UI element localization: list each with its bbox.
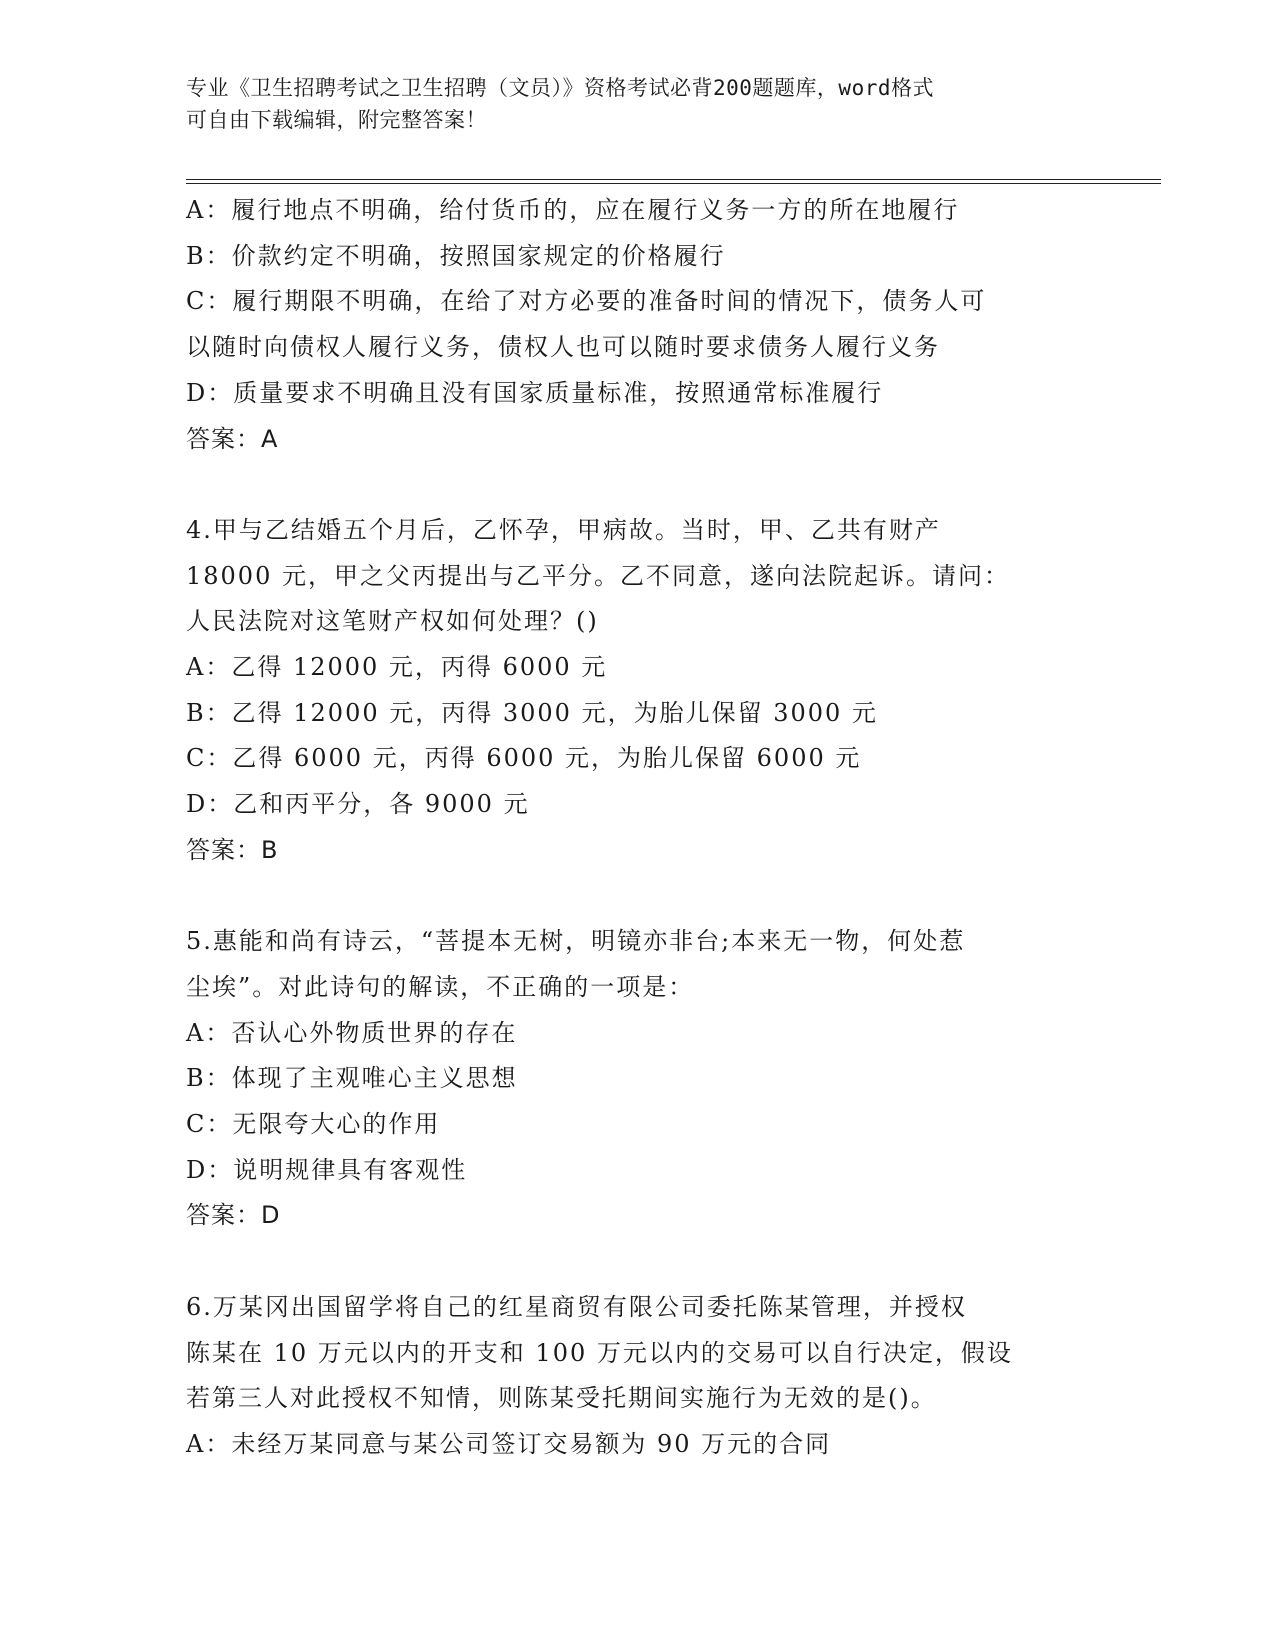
q4-option-b: B：乙得 12000 元，丙得 3000 元，为胎儿保留 3000 元 — [186, 698, 878, 727]
q5-option-c: C：无限夸大心的作用 — [186, 1110, 441, 1139]
q3-option-d: D：质量要求不明确且没有国家质量标准，按照通常标准履行 — [186, 378, 884, 407]
header-title-line-1: 专业《卫生招聘考试之卫生招聘（文员）》资格考试必背200题题库，word格式 — [186, 76, 934, 100]
spacer — [186, 462, 1086, 508]
q3-answer: 答案：A — [186, 424, 279, 453]
question-4 — [186, 508, 1086, 874]
q5-stem-line-2: 尘埃”。对此诗句的解读，不正确的一项是： — [186, 972, 695, 1001]
q6-option-a: A：未经万某同意与某公司签订交易额为 90 万元的合同 — [186, 1429, 832, 1458]
header-divider-bottom — [186, 183, 1161, 184]
q5-option-a: A：否认心外物质世界的存在 — [186, 1018, 518, 1047]
q4-option-c: C：乙得 6000 元，丙得 6000 元，为胎儿保留 6000 元 — [186, 744, 862, 773]
q5-answer: 答案：D — [186, 1201, 281, 1230]
q4-option-d: D：乙和丙平分，各 9000 元 — [186, 790, 530, 819]
q5-stem-line-1: 5.惠能和尚有诗云，“菩提本无树，明镜亦非台;本来无一物，何处惹 — [186, 927, 966, 956]
q4-stem-line-3: 人民法院对这笔财产权如何处理？() — [186, 607, 599, 636]
question-5 — [186, 919, 1086, 1239]
q5-option-d: D：说明规律具有客观性 — [186, 1155, 468, 1184]
q3-option-b: B：价款约定不明确，按照国家规定的价格履行 — [186, 241, 726, 270]
q6-stem-line-1: 6.万某冈出国留学将自己的红星商贸有限公司委托陈某管理，并授权 — [186, 1292, 967, 1321]
question-6 — [186, 1285, 1086, 1468]
q3-option-c-continued: 以随时向债权人履行义务，债权人也可以随时要求债务人履行义务 — [186, 333, 940, 362]
q4-answer: 答案：B — [186, 835, 279, 864]
q6-stem-line-3: 若第三人对此授权不知情，则陈某受托期间实施行为无效的是()。 — [186, 1384, 937, 1413]
question-3-continued — [186, 188, 1086, 462]
document-header — [186, 72, 1086, 136]
q4-stem-line-2: 18000 元，甲之父丙提出与乙平分。乙不同意，遂向法院起诉。请问： — [186, 561, 1010, 590]
q3-option-a: A：履行地点不明确，给付货币的，应在履行义务一方的所在地履行 — [186, 196, 960, 224]
spacer — [186, 874, 1086, 920]
q6-stem-line-2: 陈某在 10 万元以内的开支和 100 万元以内的交易可以自行决定，假设 — [186, 1338, 1013, 1367]
question-list — [186, 188, 1086, 1468]
header-title-line-2: 可自由下载编辑，附完整答案！ — [186, 108, 487, 132]
q3-option-c: C：履行期限不明确，在给了对方必要的准备时间的情况下，债务人可 — [186, 287, 987, 316]
header-divider-top — [186, 179, 1161, 180]
q4-option-a: A：乙得 12000 元，丙得 6000 元 — [186, 653, 608, 682]
q5-option-b: B：体现了主观唯心主义思想 — [186, 1064, 518, 1093]
q4-stem-line-1: 4.甲与乙结婚五个月后，乙怀孕，甲病故。当时，甲、乙共有财产 — [186, 515, 941, 544]
spacer — [186, 1239, 1086, 1285]
